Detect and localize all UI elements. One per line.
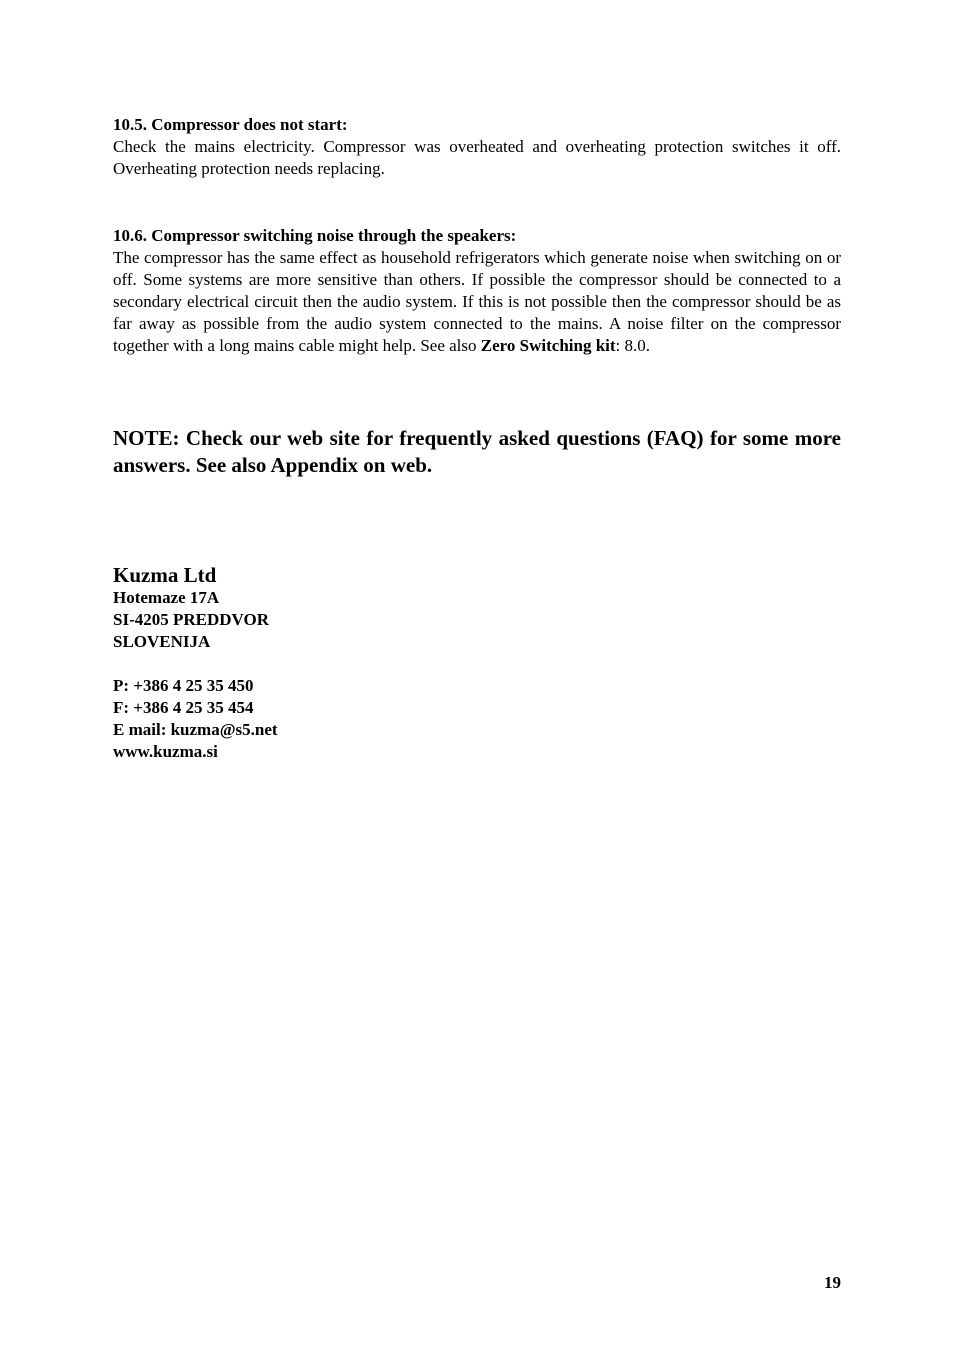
page-number: 19 bbox=[824, 1273, 841, 1292]
contact-details bbox=[113, 675, 841, 763]
zero-switching-kit-reference: Zero Switching kit bbox=[480, 336, 616, 355]
body-text-suffix: : 8.0. bbox=[615, 336, 651, 355]
section-body: Check the mains electricity. Compressor was overheated and overheating protection switches it off. Overheating protection needs replacing. bbox=[113, 137, 841, 178]
section-compressor-does-not-start bbox=[113, 114, 841, 180]
section-heading: 10.6. Compressor switching noise through the speakers: bbox=[113, 226, 517, 245]
section-body bbox=[113, 247, 841, 357]
faq-note: NOTE: Check our web site for frequently asked questions (FAQ) for some more answers. See also Appendix on web. bbox=[113, 426, 841, 477]
company-contact-block bbox=[113, 563, 841, 763]
document-page bbox=[113, 114, 841, 763]
website-link: www.kuzma.si bbox=[113, 742, 218, 761]
phone-number: P: +386 4 25 35 450 bbox=[113, 676, 254, 695]
company-name: Kuzma Ltd bbox=[113, 563, 217, 587]
address-country: SLOVENIJA bbox=[113, 632, 211, 651]
fax-number: F: +386 4 25 35 454 bbox=[113, 698, 254, 717]
address-city: SI-4205 PREDDVOR bbox=[113, 610, 269, 629]
address-street: Hotemaze 17A bbox=[113, 588, 220, 607]
section-compressor-switching-noise bbox=[113, 225, 841, 357]
email-address: E mail: kuzma@s5.net bbox=[113, 720, 278, 739]
section-heading: 10.5. Compressor does not start: bbox=[113, 115, 348, 134]
body-text: The compressor has the same effect as household refrigerators which generate noise when switching on or off. Some systems are more sensitive than others. If possible the compressor should be connected to a secondary electrical circuit then the audio system. If this is not possible then the compressor should be as far away as possible from the audio system connected to the mains. A noise filter on the compressor together with a long mains cable might help. See also bbox=[113, 248, 841, 355]
